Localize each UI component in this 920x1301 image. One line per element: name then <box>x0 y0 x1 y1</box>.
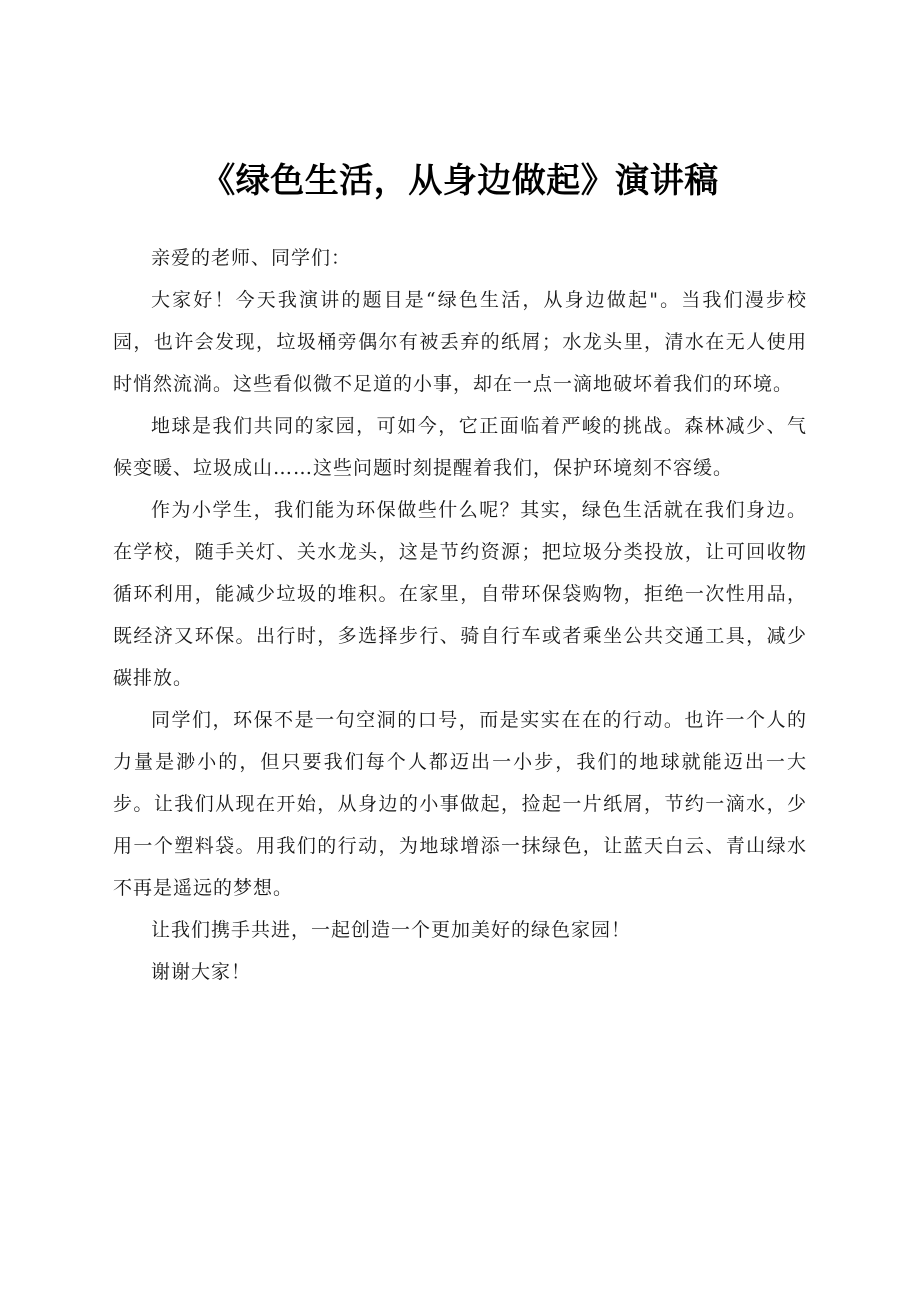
opening-paragraph: 大家好！今天我演讲的题目是“绿色生活，从身边做起"。当我们漫步校园，也许会发现，垃圾桶旁偶尔有被丢弃的纸屑；水龙头里，清水在无人使用时悄然流淌。这些看似微不足道的小事，却在一点一滴地破坏着我们的环境。 <box>113 289 807 395</box>
closing-paragraph: 让我们携手共进，一起创造一个更加美好的绿色家园！ <box>151 919 632 941</box>
document-title: 《绿色生活，从身边做起》演讲稿 <box>201 160 719 201</box>
greeting-paragraph: 亲爱的老师、同学们： <box>151 247 352 269</box>
call-to-action-paragraph: 同学们，环保不是一句空洞的口号，而是实实在在的行动。也许一个人的力量是渺小的，但只要我们每个人都迈出一小步，我们的地球就能迈出一大步。让我们从现在开始，从身边的小事做起，捡起一片纸屑，节约一滴水，少用一个塑料袋。用我们的行动，为地球增添一抹绿色，让蓝天白云、青山绿水不再是遥远的梦想。 <box>113 709 807 899</box>
document-body <box>113 237 807 993</box>
challenge-paragraph: 地球是我们共同的家园，可如今，它正面临着严峻的挑战。森林减少、气候变暖、垃圾成山……这些问题时刻提醒着我们，保护环境刻不容缓。 <box>113 415 807 479</box>
thanks-paragraph: 谢谢大家！ <box>151 961 252 983</box>
actions-paragraph: 作为小学生，我们能为环保做些什么呢？其实，绿色生活就在我们身边。在学校，随手关灯、关水龙头，这是节约资源；把垃圾分类投放，让可回收物循环利用，能减少垃圾的堆积。在家里，自带环保袋购物，拒绝一次性用品，既经济又环保。出行时，多选择步行、骑自行车或者乘坐公共交通工具，减少碳排放。 <box>113 499 807 689</box>
